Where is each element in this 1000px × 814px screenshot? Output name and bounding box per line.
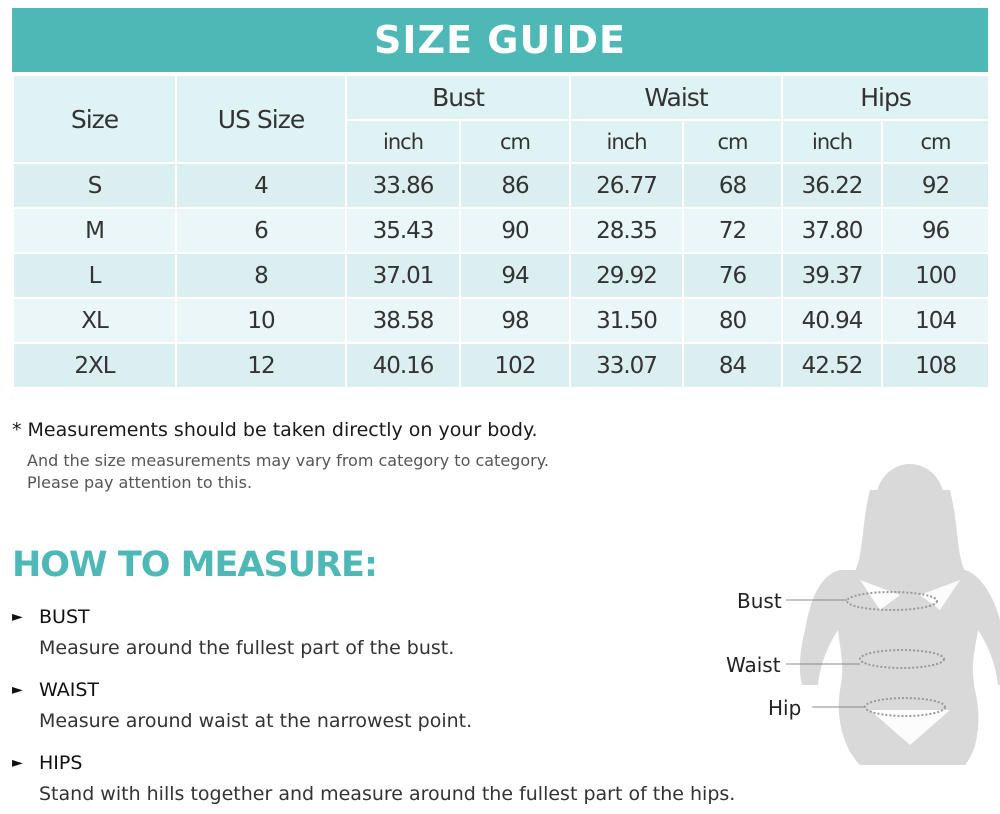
- cell-us-size: 8: [176, 253, 346, 298]
- size-guide-title: SIZE GUIDE: [374, 18, 626, 62]
- triangle-right-icon: ►: [12, 755, 23, 771]
- cell-hips-inch: 42.52: [782, 343, 882, 388]
- measure-item-waist: [12, 678, 812, 732]
- cell-hips-inch: 40.94: [782, 298, 882, 343]
- header-size: Size: [13, 75, 176, 163]
- figure-label-hip: Hip: [768, 696, 802, 720]
- subheader-waist-cm: cm: [683, 120, 782, 163]
- cell-us-size: 6: [176, 208, 346, 253]
- subheader-waist-inch: inch: [570, 120, 683, 163]
- cell-waist-inch: 26.77: [570, 163, 683, 208]
- cell-hips-cm: 108: [882, 343, 989, 388]
- figure-label-bust: Bust: [737, 589, 782, 613]
- cell-waist-inch: 28.35: [570, 208, 683, 253]
- cell-waist-cm: 76: [683, 253, 782, 298]
- cell-bust-cm: 98: [460, 298, 570, 343]
- cell-hips-inch: 36.22: [782, 163, 882, 208]
- table-row: [13, 298, 989, 343]
- cell-hips-cm: 96: [882, 208, 989, 253]
- cell-bust-cm: 86: [460, 163, 570, 208]
- header-us-size: US Size: [176, 75, 346, 163]
- cell-bust-cm: 94: [460, 253, 570, 298]
- cell-hips-cm: 92: [882, 163, 989, 208]
- cell-size: L: [13, 253, 176, 298]
- table-header-row: [13, 75, 989, 120]
- cell-bust-inch: 35.43: [346, 208, 460, 253]
- cell-bust-inch: 37.01: [346, 253, 460, 298]
- cell-bust-inch: 38.58: [346, 298, 460, 343]
- table-row: [13, 343, 989, 388]
- measurement-note: * Measurements should be taken directly on your body.: [12, 419, 538, 441]
- cell-hips-inch: 37.80: [782, 208, 882, 253]
- subheader-bust-inch: inch: [346, 120, 460, 163]
- header-hips: Hips: [782, 75, 989, 120]
- cell-waist-inch: 31.50: [570, 298, 683, 343]
- cell-us-size: 4: [176, 163, 346, 208]
- cell-waist-inch: 29.92: [570, 253, 683, 298]
- measure-label: WAIST: [39, 679, 100, 701]
- size-guide-banner: [12, 8, 988, 72]
- subheader-hips-cm: cm: [882, 120, 989, 163]
- header-waist: Waist: [570, 75, 782, 120]
- body-measurement-figure: [720, 460, 1000, 780]
- cell-waist-cm: 68: [683, 163, 782, 208]
- cell-waist-cm: 84: [683, 343, 782, 388]
- measure-label: BUST: [39, 606, 90, 628]
- cell-bust-inch: 33.86: [346, 163, 460, 208]
- cell-size: M: [13, 208, 176, 253]
- cell-hips-cm: 104: [882, 298, 989, 343]
- cell-size: XL: [13, 298, 176, 343]
- figure-label-waist: Waist: [726, 653, 781, 677]
- measure-item-hips: [12, 751, 812, 805]
- cell-bust-cm: 90: [460, 208, 570, 253]
- measure-description: Measure around the fullest part of the bust.: [39, 637, 455, 659]
- size-table: [12, 74, 990, 389]
- cell-bust-cm: 102: [460, 343, 570, 388]
- note-line-1: And the size measurements may vary from category to category.: [27, 451, 549, 470]
- cell-size: S: [13, 163, 176, 208]
- measurement-note-detail: [27, 450, 627, 494]
- measure-label: HIPS: [39, 752, 83, 774]
- table-row: [13, 163, 989, 208]
- header-bust: Bust: [346, 75, 570, 120]
- table-row: [13, 208, 989, 253]
- note-line-2: Please pay attention to this.: [27, 473, 253, 492]
- measure-description: Stand with hills together and measure around the fullest part of the hips.: [39, 783, 736, 805]
- cell-hips-cm: 100: [882, 253, 989, 298]
- cell-waist-cm: 72: [683, 208, 782, 253]
- cell-size: 2XL: [13, 343, 176, 388]
- how-to-measure-title: HOW TO MEASURE:: [12, 545, 377, 585]
- cell-us-size: 12: [176, 343, 346, 388]
- cell-bust-inch: 40.16: [346, 343, 460, 388]
- cell-us-size: 10: [176, 298, 346, 343]
- triangle-right-icon: ►: [12, 682, 23, 698]
- cell-hips-inch: 39.37: [782, 253, 882, 298]
- measure-description: Measure around waist at the narrowest point.: [39, 710, 473, 732]
- subheader-bust-cm: cm: [460, 120, 570, 163]
- triangle-right-icon: ►: [12, 609, 23, 625]
- cell-waist-inch: 33.07: [570, 343, 683, 388]
- table-row: [13, 253, 989, 298]
- measure-item-bust: [12, 605, 812, 659]
- subheader-hips-inch: inch: [782, 120, 882, 163]
- cell-waist-cm: 80: [683, 298, 782, 343]
- body-silhouette-icon: [720, 460, 1000, 780]
